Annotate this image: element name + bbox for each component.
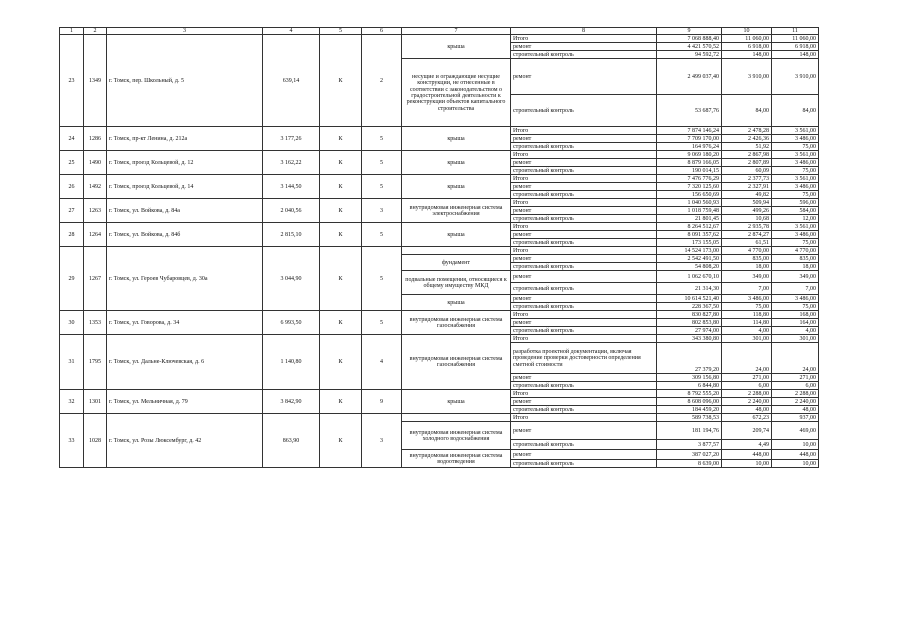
limit-cost-cell: 3 486,00 [772, 135, 819, 143]
total-cost-cell: 1 062 670,10 [657, 271, 722, 283]
area-cell: 2 040,56 [263, 199, 320, 223]
work-type-cell: внутридомовая инженерная система водоотведения [402, 450, 511, 468]
limit-cost-cell: 2 288,00 [772, 390, 819, 398]
limit-cost-cell: 12,00 [772, 215, 819, 223]
cost-item-cell: ремонт [511, 43, 657, 51]
limit-cost-cell: 3 561,00 [772, 175, 819, 183]
object-code-cell: 1264 [84, 223, 107, 247]
object-code-cell: 1492 [84, 175, 107, 199]
cost-item-cell: строительный контроль [511, 167, 657, 175]
category-cell: К [320, 311, 362, 335]
floors-cell: 3 [362, 414, 402, 468]
total-cost-cell: 6 844,80 [657, 382, 722, 390]
table-row [60, 151, 819, 159]
address-cell: г. Томск, ул. Мельничная, д. 79 [107, 390, 263, 414]
cost-item-cell: Итого [511, 335, 657, 343]
cost-item-cell: ремонт [511, 207, 657, 215]
cost-item-cell: Итого [511, 390, 657, 398]
table-row [60, 199, 819, 207]
total-cost-cell: 8 639,00 [657, 460, 722, 468]
unit-cost-cell: 11 060,00 [722, 35, 772, 43]
address-cell: г. Томск, ул. Дальне-Ключевская, д. 6 [107, 335, 263, 390]
address-cell: г. Томск, ул. Войкова, д. 84б [107, 223, 263, 247]
total-cost-cell: 4 421 570,52 [657, 43, 722, 51]
cost-item-cell: строительный контроль [511, 327, 657, 335]
work-type-cell: подвальные помещения, относящиеся к общему имуществу МКД [402, 271, 511, 295]
cost-item-cell: строительный контроль [511, 283, 657, 295]
cost-item-cell: строительный контроль [511, 51, 657, 59]
limit-cost-cell: 3 910,00 [772, 59, 819, 95]
unit-cost-cell: 509,94 [722, 199, 772, 207]
total-cost-cell: 228 367,50 [657, 303, 722, 311]
cost-item-cell: строительный контроль [511, 215, 657, 223]
total-cost-cell: 21 314,30 [657, 283, 722, 295]
total-cost-cell: 184 459,20 [657, 406, 722, 414]
total-cost-cell: 802 853,80 [657, 319, 722, 327]
limit-cost-cell: 301,00 [772, 335, 819, 343]
total-cost-cell: 589 738,53 [657, 414, 722, 422]
total-cost-cell: 27 974,00 [657, 327, 722, 335]
area-cell: 2 815,10 [263, 223, 320, 247]
total-cost-cell: 54 808,20 [657, 263, 722, 271]
limit-cost-cell: 75,00 [772, 143, 819, 151]
limit-cost-cell: 271,00 [772, 374, 819, 382]
unit-cost-cell: 84,00 [722, 95, 772, 127]
cost-item-cell: строительный контроль [511, 191, 657, 199]
cost-item-cell: строительный контроль [511, 143, 657, 151]
capital-repair-table [59, 27, 819, 468]
limit-cost-cell: 11 060,00 [772, 35, 819, 43]
work-type-cell: крыша [402, 223, 511, 247]
total-cost-cell: 173 155,05 [657, 239, 722, 247]
limit-cost-cell: 3 561,00 [772, 127, 819, 135]
floors-cell: 5 [362, 223, 402, 247]
address-cell: г. Томск, проезд Кольцевой, д. 14 [107, 175, 263, 199]
limit-cost-cell: 937,00 [772, 414, 819, 422]
unit-cost-cell: 7,00 [722, 283, 772, 295]
col-header: 10 [722, 28, 772, 35]
limit-cost-cell: 75,00 [772, 303, 819, 311]
cost-item-cell: строительный контроль [511, 239, 657, 247]
unit-cost-cell: 48,00 [722, 406, 772, 414]
total-cost-cell: 2 499 037,40 [657, 59, 722, 95]
address-cell: г. Томск, пр-кт Ленина, д. 212а [107, 127, 263, 151]
table-row [60, 247, 819, 255]
col-header: 5 [320, 28, 362, 35]
total-cost-cell: 21 801,45 [657, 215, 722, 223]
limit-cost-cell: 75,00 [772, 191, 819, 199]
floors-cell: 4 [362, 335, 402, 390]
unit-cost-cell: 61,51 [722, 239, 772, 247]
total-cost-cell: 9 069 180,20 [657, 151, 722, 159]
area-cell: 3 842,90 [263, 390, 320, 414]
unit-cost-cell: 18,00 [722, 263, 772, 271]
category-cell: К [320, 414, 362, 468]
unit-cost-cell: 2 240,00 [722, 398, 772, 406]
unit-cost-cell: 6,00 [722, 382, 772, 390]
work-type-cell: фундамент [402, 255, 511, 271]
row-number-cell: 32 [60, 390, 84, 414]
object-code-cell: 1267 [84, 247, 107, 311]
work-type-cell: внутридомовая инженерная система газоснабжения [402, 311, 511, 335]
address-cell: г. Томск, ул. Героев Чубаровцев, д. 30а [107, 247, 263, 311]
limit-cost-cell: 10,00 [772, 440, 819, 450]
cost-item-cell: Итого [511, 151, 657, 159]
total-cost-cell: 190 014,15 [657, 167, 722, 175]
col-header: 11 [772, 28, 819, 35]
limit-cost-cell: 10,00 [772, 460, 819, 468]
col-header: 3 [107, 28, 263, 35]
unit-cost-cell: 114,80 [722, 319, 772, 327]
unit-cost-cell: 10,68 [722, 215, 772, 223]
work-type-cell: внутридомовая инженерная система электроснабжения [402, 199, 511, 223]
total-cost-cell: 2 542 491,50 [657, 255, 722, 263]
category-cell: К [320, 199, 362, 223]
limit-cost-cell: 6 918,00 [772, 43, 819, 51]
total-cost-cell: 7 874 146,24 [657, 127, 722, 135]
unit-cost-cell: 4 770,00 [722, 247, 772, 255]
unit-cost-cell: 3 910,00 [722, 59, 772, 95]
total-cost-cell: 387 027,20 [657, 450, 722, 460]
unit-cost-cell: 2 426,36 [722, 135, 772, 143]
floors-cell: 5 [362, 151, 402, 175]
row-number-cell: 28 [60, 223, 84, 247]
floors-cell: 5 [362, 127, 402, 151]
work-type-cell: внутридомовая инженерная система холодного водоснабжения [402, 422, 511, 450]
limit-cost-cell: 3 486,00 [772, 183, 819, 191]
unit-cost-cell: 2 478,28 [722, 127, 772, 135]
col-header: 9 [657, 28, 722, 35]
unit-cost-cell: 2 874,27 [722, 231, 772, 239]
unit-cost-cell: 448,00 [722, 450, 772, 460]
limit-cost-cell: 7,00 [772, 283, 819, 295]
cost-item-cell: ремонт [511, 159, 657, 167]
unit-cost-cell: 2 327,91 [722, 183, 772, 191]
unit-cost-cell: 2 807,89 [722, 159, 772, 167]
table-row [60, 311, 819, 319]
total-cost-cell: 8 608 096,00 [657, 398, 722, 406]
col-header: 7 [402, 28, 511, 35]
cost-item-cell: строительный контроль [511, 440, 657, 450]
cost-item-cell: ремонт [511, 231, 657, 239]
work-type-cell: крыша [402, 175, 511, 199]
table-row [60, 414, 819, 422]
object-code-cell: 1263 [84, 199, 107, 223]
total-cost-cell: 8 792 555,20 [657, 390, 722, 398]
col-header: 1 [60, 28, 84, 35]
row-number-cell: 25 [60, 151, 84, 175]
category-cell: К [320, 223, 362, 247]
cost-item-cell: строительный контроль [511, 95, 657, 127]
cost-item-cell: Итого [511, 247, 657, 255]
limit-cost-cell: 3 486,00 [772, 231, 819, 239]
object-code-cell: 1490 [84, 151, 107, 175]
table-row [60, 35, 819, 43]
limit-cost-cell: 3 486,00 [772, 295, 819, 303]
area-cell: 863,90 [263, 414, 320, 468]
total-cost-cell: 1 040 560,93 [657, 199, 722, 207]
cost-item-cell: ремонт [511, 255, 657, 263]
table-row [60, 127, 819, 135]
unit-cost-cell: 51,92 [722, 143, 772, 151]
category-cell: К [320, 175, 362, 199]
cost-item-cell: ремонт [511, 422, 657, 440]
limit-cost-cell: 3 561,00 [772, 151, 819, 159]
cost-item-cell: ремонт [511, 271, 657, 283]
limit-cost-cell: 24,00 [772, 343, 819, 374]
object-code-cell: 1349 [84, 35, 107, 127]
limit-cost-cell: 2 240,00 [772, 398, 819, 406]
object-code-cell: 1286 [84, 127, 107, 151]
unit-cost-cell: 118,80 [722, 311, 772, 319]
col-header: 8 [511, 28, 657, 35]
total-cost-cell: 830 827,80 [657, 311, 722, 319]
unit-cost-cell: 301,00 [722, 335, 772, 343]
floors-cell: 3 [362, 199, 402, 223]
col-header: 6 [362, 28, 402, 35]
limit-cost-cell: 596,00 [772, 199, 819, 207]
cost-item-cell: ремонт [511, 374, 657, 382]
limit-cost-cell: 148,00 [772, 51, 819, 59]
unit-cost-cell: 672,23 [722, 414, 772, 422]
area-cell: 3 044,90 [263, 247, 320, 311]
category-cell: К [320, 127, 362, 151]
unit-cost-cell: 2 377,73 [722, 175, 772, 183]
row-number-cell: 29 [60, 247, 84, 311]
category-cell: К [320, 151, 362, 175]
limit-cost-cell: 4 770,00 [772, 247, 819, 255]
total-cost-cell: 7 476 776,29 [657, 175, 722, 183]
unit-cost-cell: 24,00 [722, 343, 772, 374]
cost-item-cell: ремонт [511, 59, 657, 95]
floors-cell: 5 [362, 247, 402, 311]
cost-item-cell: строительный контроль [511, 382, 657, 390]
table-body [60, 28, 819, 468]
address-cell: г. Томск, ул. Войкова, д. 84а [107, 199, 263, 223]
cost-item-cell: Итого [511, 175, 657, 183]
address-cell: г. Томск, проезд Кольцевой, д. 12 [107, 151, 263, 175]
object-code-cell: 1301 [84, 390, 107, 414]
unit-cost-cell: 3 486,00 [722, 295, 772, 303]
cost-item-cell: ремонт [511, 183, 657, 191]
cost-item-cell: ремонт [511, 398, 657, 406]
total-cost-cell: 164 976,24 [657, 143, 722, 151]
col-header: 4 [263, 28, 320, 35]
unit-cost-cell: 4,49 [722, 440, 772, 450]
limit-cost-cell: 164,00 [772, 319, 819, 327]
area-cell: 3 162,22 [263, 151, 320, 175]
unit-cost-cell: 10,00 [722, 460, 772, 468]
row-number-cell: 31 [60, 335, 84, 390]
total-cost-cell: 8 879 166,05 [657, 159, 722, 167]
limit-cost-cell: 75,00 [772, 239, 819, 247]
floors-cell: 5 [362, 175, 402, 199]
row-number-cell: 26 [60, 175, 84, 199]
work-type-cell: крыша [402, 295, 511, 311]
floors-cell: 2 [362, 35, 402, 127]
limit-cost-cell: 584,00 [772, 207, 819, 215]
unit-cost-cell: 2 867,98 [722, 151, 772, 159]
unit-cost-cell: 271,00 [722, 374, 772, 382]
cost-item-cell: Итого [511, 414, 657, 422]
area-cell: 3 177,26 [263, 127, 320, 151]
unit-cost-cell: 2 935,78 [722, 223, 772, 231]
total-cost-cell: 7 320 125,60 [657, 183, 722, 191]
limit-cost-cell: 835,00 [772, 255, 819, 263]
limit-cost-cell: 6,00 [772, 382, 819, 390]
limit-cost-cell: 469,00 [772, 422, 819, 440]
unit-cost-cell: 49,82 [722, 191, 772, 199]
total-cost-cell: 8 091 357,62 [657, 231, 722, 239]
limit-cost-cell: 18,00 [772, 263, 819, 271]
work-type-cell: крыша [402, 127, 511, 151]
table-header-row [60, 28, 819, 35]
total-cost-cell: 156 650,69 [657, 191, 722, 199]
total-cost-cell: 27 379,20 [657, 343, 722, 374]
cost-item-cell: Итого [511, 127, 657, 135]
total-cost-cell: 8 264 512,67 [657, 223, 722, 231]
cost-item-cell: разработка проектной документации, включая проведение проверки достоверности определения сметной стоимости [511, 343, 657, 374]
area-cell: 1 140,80 [263, 335, 320, 390]
area-cell: 639,14 [263, 35, 320, 127]
limit-cost-cell: 48,00 [772, 406, 819, 414]
floors-cell: 9 [362, 390, 402, 414]
work-type-cell: несущие и ограждающие несущие конструкции, не отнесенные в соответствии с законодательством о градостроительной деятельности к реконструкции объектов капитального строительства [402, 59, 511, 127]
unit-cost-cell: 148,00 [722, 51, 772, 59]
category-cell: К [320, 335, 362, 390]
unit-cost-cell: 209,74 [722, 422, 772, 440]
total-cost-cell: 343 380,80 [657, 335, 722, 343]
limit-cost-cell: 84,00 [772, 95, 819, 127]
work-type-cell [402, 247, 511, 255]
cost-item-cell: строительный контроль [511, 460, 657, 468]
area-cell: 3 144,50 [263, 175, 320, 199]
work-type-cell: крыша [402, 35, 511, 59]
cost-item-cell: ремонт [511, 450, 657, 460]
cost-item-cell: ремонт [511, 319, 657, 327]
row-number-cell: 27 [60, 199, 84, 223]
unit-cost-cell: 349,00 [722, 271, 772, 283]
limit-cost-cell: 448,00 [772, 450, 819, 460]
table-row [60, 175, 819, 183]
object-code-cell: 1028 [84, 414, 107, 468]
row-number-cell: 23 [60, 35, 84, 127]
cost-item-cell: ремонт [511, 135, 657, 143]
work-type-cell: крыша [402, 390, 511, 414]
total-cost-cell: 7 068 888,40 [657, 35, 722, 43]
table-row [60, 335, 819, 343]
limit-cost-cell: 3 486,00 [772, 159, 819, 167]
cost-item-cell: строительный контроль [511, 263, 657, 271]
unit-cost-cell: 499,26 [722, 207, 772, 215]
cost-item-cell: Итого [511, 311, 657, 319]
unit-cost-cell: 835,00 [722, 255, 772, 263]
limit-cost-cell: 75,00 [772, 167, 819, 175]
limit-cost-cell: 168,00 [772, 311, 819, 319]
row-number-cell: 24 [60, 127, 84, 151]
floors-cell: 5 [362, 311, 402, 335]
cost-item-cell: ремонт [511, 295, 657, 303]
total-cost-cell: 14 524 173,00 [657, 247, 722, 255]
col-header: 2 [84, 28, 107, 35]
address-cell: г. Томск, ул. Говорова, д. 34 [107, 311, 263, 335]
limit-cost-cell: 3 561,00 [772, 223, 819, 231]
total-cost-cell: 10 614 521,40 [657, 295, 722, 303]
unit-cost-cell: 6 918,00 [722, 43, 772, 51]
row-number-cell: 30 [60, 311, 84, 335]
category-cell: К [320, 247, 362, 311]
total-cost-cell: 3 877,57 [657, 440, 722, 450]
work-type-cell: крыша [402, 151, 511, 175]
object-code-cell: 1353 [84, 311, 107, 335]
unit-cost-cell: 75,00 [722, 303, 772, 311]
row-number-cell: 33 [60, 414, 84, 468]
total-cost-cell: 7 709 170,00 [657, 135, 722, 143]
cost-item-cell: Итого [511, 35, 657, 43]
total-cost-cell: 94 592,72 [657, 51, 722, 59]
unit-cost-cell: 2 288,00 [722, 390, 772, 398]
unit-cost-cell: 60,09 [722, 167, 772, 175]
total-cost-cell: 181 194,76 [657, 422, 722, 440]
category-cell: К [320, 35, 362, 127]
object-code-cell: 1795 [84, 335, 107, 390]
table-row [60, 223, 819, 231]
limit-cost-cell: 4,00 [772, 327, 819, 335]
area-cell: 6 993,50 [263, 311, 320, 335]
address-cell: г. Томск, ул. Розы Люксембург, д. 42 [107, 414, 263, 468]
total-cost-cell: 1 018 759,48 [657, 207, 722, 215]
total-cost-cell: 53 687,76 [657, 95, 722, 127]
table-row [60, 390, 819, 398]
total-cost-cell: 309 156,80 [657, 374, 722, 382]
cost-item-cell: Итого [511, 223, 657, 231]
work-type-cell [402, 414, 511, 422]
category-cell: К [320, 390, 362, 414]
limit-cost-cell: 349,00 [772, 271, 819, 283]
address-cell: г. Томск, пер. Школьный, д. 5 [107, 35, 263, 127]
unit-cost-cell: 4,00 [722, 327, 772, 335]
work-type-cell: внутридомовая инженерная система газоснабжения [402, 335, 511, 390]
cost-item-cell: Итого [511, 199, 657, 207]
cost-item-cell: строительный контроль [511, 303, 657, 311]
cost-item-cell: строительный контроль [511, 406, 657, 414]
